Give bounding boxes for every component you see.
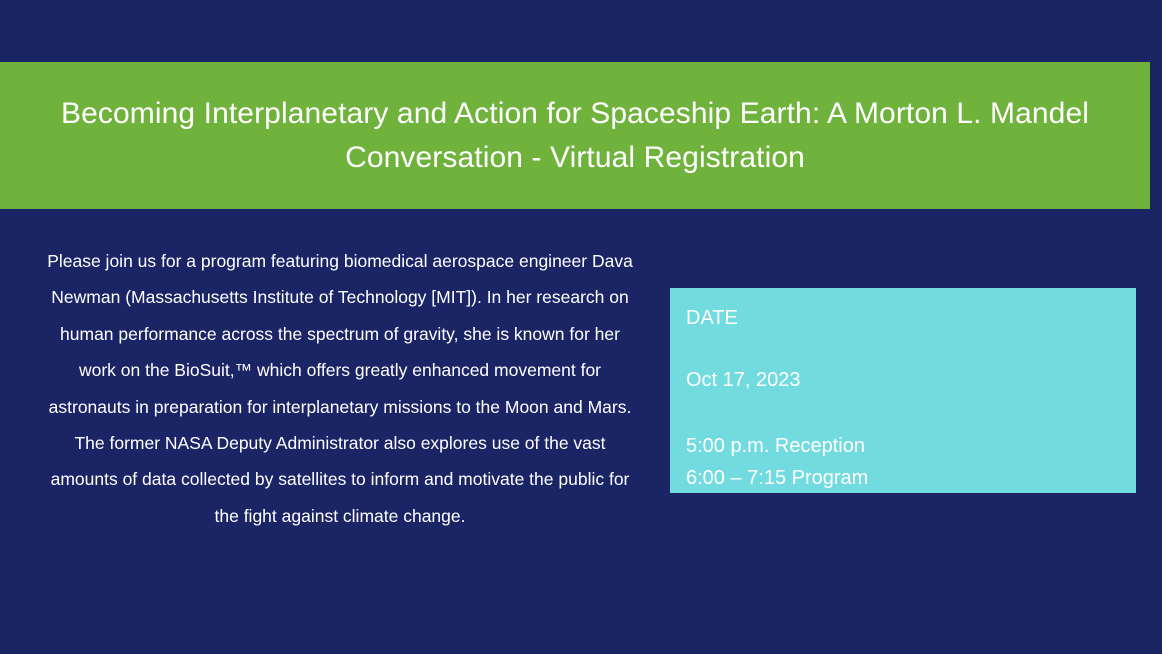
- event-description: Please join us for a program featuring biomedical aerospace engineer Dava Newman (Massachusetts Institute of Technology [MIT]). In her research on human performance across the spectrum of gravity, she is known for her work on the BioSuit,™ which offers greatly enhanced movement for astronauts in preparation for interplanetary missions to the Moon and Mars. The former NASA Deputy Administrator also explores use of the vast amounts of data collected by satellites to inform and motivate the public for the fight against climate change.: [47, 251, 633, 526]
- date-card-program-time: 6:00 – 7:15 Program: [686, 467, 869, 489]
- date-card-date: Oct 17, 2023: [686, 369, 801, 391]
- date-card-reception-time: 5:00 p.m. Reception: [686, 435, 865, 457]
- title-banner: [0, 62, 1150, 209]
- date-card: [670, 288, 1136, 493]
- date-card-label: DATE: [686, 307, 738, 329]
- page-title: Becoming Interplanetary and Action for Spaceship Earth: A Morton L. Mandel Conversation - Virtual Registration: [61, 97, 1089, 174]
- date-card-times: [686, 430, 1120, 494]
